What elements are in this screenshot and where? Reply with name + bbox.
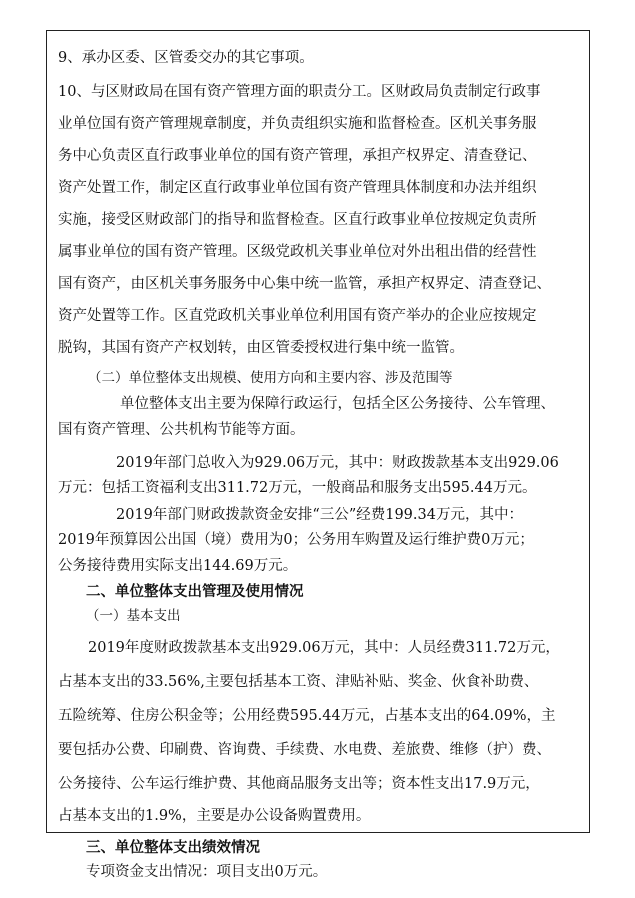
text-line: 资产处置等工作。区直党政机关事业单位利用国有资产举办的企业应按规定 <box>58 308 537 324</box>
text-line: 三、单位整体支出绩效情况 <box>86 839 260 856</box>
text-line: 2019年度财政拨款基本支出929.06万元，其中：人员经费311.72万元， <box>88 640 560 656</box>
text-line: 9、承办区委、区管委交办的其它事项。 <box>58 50 314 66</box>
text-line: （二）单位整体支出规模、使用方向和主要内容、涉及范围等 <box>88 370 453 386</box>
text-line: 占基本支出的1.9%，主要是办公设备购置费用。 <box>58 808 371 824</box>
text-line: 国有资产，由区机关事务服务中心集中统一监管，承担产权界定、清查登记、 <box>58 276 551 292</box>
text-line: 万元：包括工资福利支出311.72万元，一般商品和服务支出595.44万元。 <box>58 480 537 496</box>
text-line: 公务接待、公车运行维护费、其他商品服务支出等；资本性支出17.9万元， <box>58 776 540 792</box>
text-line: 2019年预算因公出国（境）费用为0；公务用车购置及运行维护费0万元； <box>58 532 534 548</box>
text-line: 要包括办公费、印刷费、咨询费、手续费、水电费、差旅费、维修（护）费、 <box>58 742 551 758</box>
text-line: 国有资产管理、公共机构节能等方面。 <box>58 422 305 438</box>
text-line: 单位整体支出主要为保障行政运行，包括全区公务接待、公车管理、 <box>120 396 555 412</box>
text-line: 占基本支出的33.56%,主要包括基本工资、津贴补贴、奖金、伙食补助费、 <box>58 674 539 690</box>
text-line: 专项资金支出情况：项目支出0万元。 <box>86 864 328 880</box>
text-line: 实施，接受区财政部门的指导和监督检查。区直行政事业单位按规定负责所 <box>58 212 537 228</box>
text-line: 属事业单位的国有资产管理。区级党政机关事业单位对外出租出借的经营性 <box>58 244 537 260</box>
text-line: 10、与区财政局在国有资产管理方面的职责分工。区财政局负责制定行政事 <box>58 84 541 100</box>
text-line: 业单位国有资产管理规章制度，并负责组织实施和监督检查。区机关事务服 <box>58 116 537 132</box>
text-line: 公务接待费用实际支出144.69万元。 <box>58 558 298 574</box>
text-line: 五险统筹、住房公积金等；公用经费595.44万元，占基本支出的64.09%，主 <box>58 708 556 724</box>
text-line: 务中心负责区直行政事业单位的国有资产管理，承担产权界定、清查登记、 <box>58 148 537 164</box>
text-line: （一）基本支出 <box>86 608 181 624</box>
text-line: 脱钩，其国有资产产权划转，由区管委授权进行集中统一监管。 <box>58 340 464 356</box>
text-line: 资产处置工作，制定区直行政事业单位国有资产管理具体制度和办法并组织 <box>58 180 537 196</box>
text-line: 2019年部门总收入为929.06万元，其中：财政拨款基本支出929.06 <box>116 455 559 471</box>
text-line: 2019年部门财政拨款资金安排“三公”经费199.34万元，其中： <box>116 507 523 523</box>
text-line: 二、单位整体支出管理及使用情况 <box>86 583 304 600</box>
